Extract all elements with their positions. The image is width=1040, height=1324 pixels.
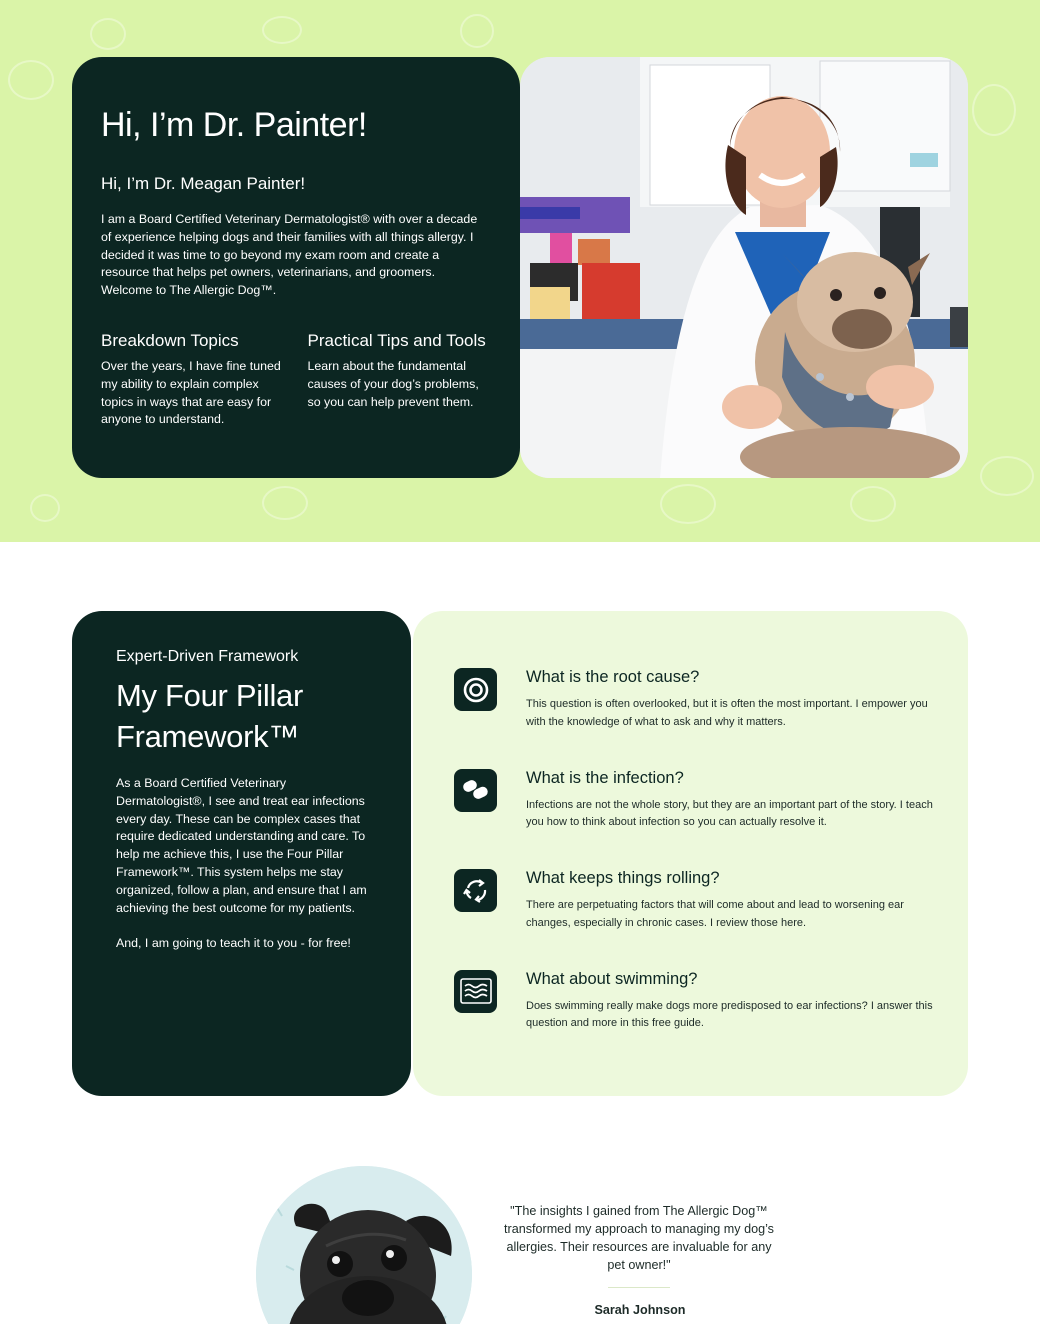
background-doodle (460, 14, 494, 48)
background-doodle (850, 486, 896, 522)
about-hero-section (0, 0, 1040, 542)
quote-divider (608, 1287, 670, 1288)
topic-heading: Breakdown Topics (101, 330, 239, 350)
pug-photo (256, 1166, 472, 1324)
target-icon (454, 668, 497, 711)
topic-breakdown (101, 330, 286, 429)
background-doodle (972, 84, 1016, 136)
pillar-root-cause (454, 667, 938, 768)
pillar-text: There are perpetuating factors that will come about and lead to worsening ear changes, especially in chronic cases. I review those here. (526, 899, 904, 929)
pillar-infection (454, 768, 938, 869)
background-doodle (980, 456, 1034, 496)
topic-practical-tips (308, 330, 493, 429)
framework-body: As a Board Certified Veterinary Dermatologist®, I see and treat ear infections every day. These can be complex cases that require dedicated understanding and care. To help me achieve this, I use the Four Pillar Framework™. This system helps me stay organized, follow a plan, and ensure that I am achieving the best outcome for my patients. (116, 776, 367, 915)
framework-title: My Four Pillar Framework™ (116, 678, 303, 754)
testimonial-author: Sarah Johnson (594, 1303, 686, 1317)
pillar-text: Does swimming really make dogs more predisposed to ear infections? I answer this question and more in this free guide. (526, 999, 933, 1029)
topic-heading: Practical Tips and Tools (307, 330, 486, 350)
pillar-swimming (454, 969, 938, 1070)
pillar-perpetuating-factors (454, 868, 938, 969)
pillar-heading: What keeps things rolling? (526, 869, 720, 887)
background-doodle (90, 18, 126, 50)
pillars-panel (413, 611, 968, 1096)
intro-subtitle: Hi, I’m Dr. Meagan Painter! (101, 174, 306, 193)
background-doodle (660, 484, 716, 524)
pillar-text: Infections are not the whole story, but they are an important part of the story. I teach you how to think about infection so you can actually resolve it. (526, 798, 933, 828)
topic-text: Over the years, I have fine tuned my ability to explain complex topics in ways that are easy for anyone to understand. (101, 358, 281, 427)
cycle-arrows-icon (454, 869, 497, 912)
testimonial-quote: "The insights I gained from The Allergic Dog™ transformed my approach to managing my dog’s allergies. Their resources are invaluable for any pet owner!" (504, 1204, 774, 1272)
doctor-photo-illustration (520, 57, 968, 478)
bacteria-icon (454, 769, 497, 812)
framework-closing: And, I am going to teach it to you - for free! (116, 936, 351, 951)
background-doodle (262, 16, 302, 44)
framework-card (72, 611, 411, 1096)
pillar-heading: What is the infection? (526, 768, 684, 787)
pillar-text: This question is often overlooked, but it is often the most important. I empower you with the knowledge of what to ask and why it matters. (526, 698, 928, 728)
background-doodle (8, 60, 54, 100)
topics-row (101, 330, 492, 429)
background-doodle (262, 486, 308, 520)
waves-icon (454, 970, 497, 1013)
pillar-heading: What about swimming? (526, 969, 698, 988)
framework-eyebrow: Expert-Driven Framework (116, 648, 299, 665)
background-doodle (30, 494, 60, 522)
pillar-heading: What is the root cause? (526, 668, 700, 686)
doctor-with-bulldog-photo (520, 57, 968, 478)
intro-body: I am a Board Certified Veterinary Dermatologist® with over a decade of experience helping dogs and their families with all things allergy. I decided it was time to go beyond my exam room and create a resource that helps pet owners, veterinarians, and groomers. Welcome to The Allergic Dog™. (101, 212, 478, 298)
intro-card (72, 57, 520, 478)
pug-illustration (256, 1166, 472, 1324)
topic-text: Learn about the fundamental causes of your dog’s problems, so you can help prevent them. (307, 358, 479, 409)
intro-title: Hi, I’m Dr. Painter! (101, 106, 367, 144)
